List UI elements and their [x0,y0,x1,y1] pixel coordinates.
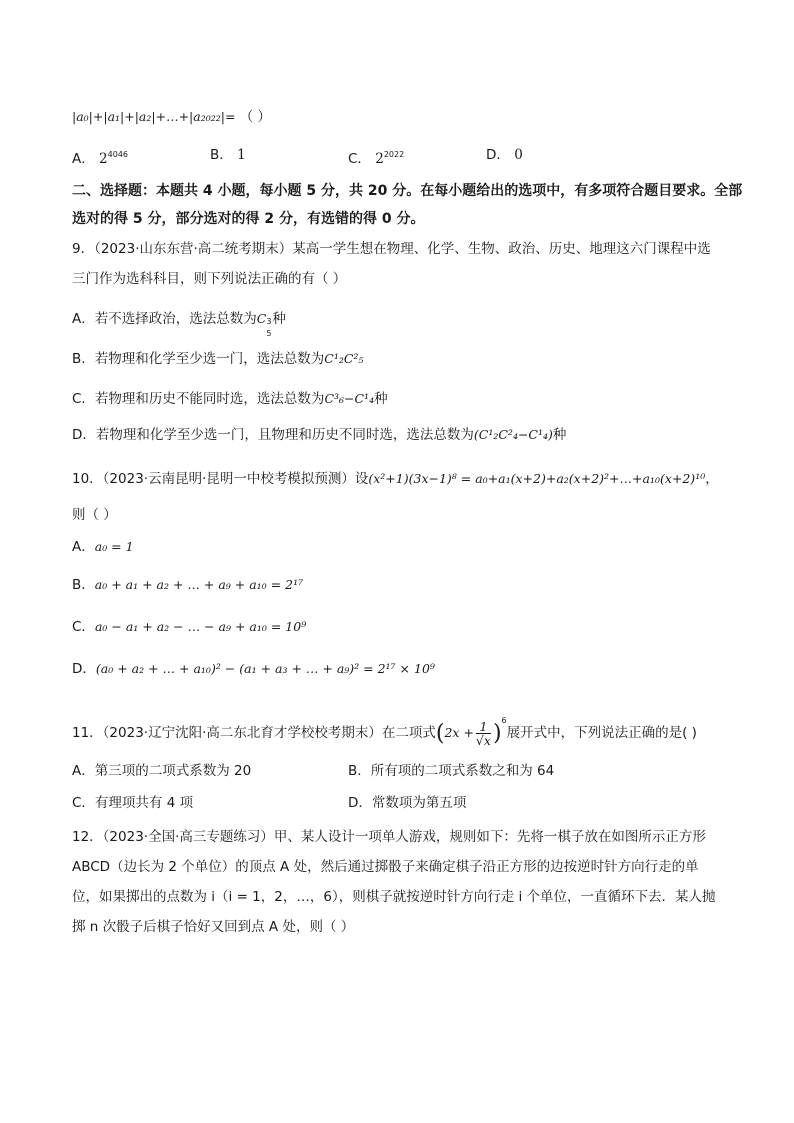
option-label: D． [72,661,96,677]
q10-option-d [72,660,435,678]
q11-option-c: C．有理项共有 4 项 [72,795,194,811]
q10-option-a-math: a₀ = 1 [94,539,134,554]
q10-stem-line1 [72,470,719,488]
q11-stem [72,712,697,747]
q11-exponent: 6 [501,716,507,725]
q11-option-d: D．常数项为第五项 [348,795,467,811]
q12-stem-line2: ABCD（边长为 2 个单位）的顶点 A 处，然后通过掷骰子来确定棋子沿正方形的边按逆时针方向行走的单 [72,859,699,875]
q12-stem-line4: 掷 n 次骰子后棋子恰好又回到点 A 处，则（ ） [72,919,355,935]
q8-option-b [210,146,246,164]
q8-answer-paren: （ ） [239,109,272,125]
option-label: A． [72,539,95,555]
q12-stem-line1: 12．（2023·全国·高三专题练习）甲、某人设计一项单人游戏，规则如下：先将一棋子放在如图所示正方形 [72,829,706,845]
q9-option-a [72,310,286,338]
q10-option-d-math: (a₀ + a₂ + … + a₁₀)² − (a₁ + a₃ + … + a₉)² = 2¹⁷ × 10⁹ [95,661,435,676]
q9-option-c-text: C．若物理和历史不能同时选，选法总数为 [72,391,325,407]
q8-option-a [72,146,128,168]
section2-instructions-line2: 选对的得 5 分，部分选对的得 2 分，有选错的得 0 分。 [72,211,425,227]
q12-stem-line3: 位，如果掷出的点数为 i（i = 1，2，…，6），则棋子就按逆时针方向行走 i 个单位，一直循环下去．某人抛 [72,889,716,905]
q9-option-a-end: 种 [272,311,286,327]
q11-fraction [476,720,491,747]
q9-option-c-math: C³₆−C¹₄ [324,391,375,406]
q10-stem-end: ， [705,471,719,487]
q9-option-b [72,350,363,368]
q9-option-d-math: (C¹₂C²₄−C¹₄) [473,427,553,442]
option-sup: 2022 [383,150,405,159]
q9-option-d [72,426,566,444]
q8-option-c [348,146,404,168]
q9-option-a-sup: 3 [266,317,272,326]
option-label: C． [348,151,371,167]
q10-option-c [72,618,306,636]
option-label: C． [72,619,95,635]
left-paren: ( [435,721,445,746]
option-label: B． [210,147,233,163]
q9-option-d-text: D．若物理和化学至少选一门，且物理和历史不同时选，选法总数为 [72,427,474,443]
q10-option-a [72,538,134,556]
q11-stem-suffix: 展开式中，下列说法正确的是( ) [506,725,697,741]
q8-expression: |a₀|+|a₁|+|a₂|+…+|a₂₀₂₂|= [72,109,236,124]
section2-instructions-line1: 二、选择题：本题共 4 小题，每小题 5 分，共 20 分。在每小题给出的选项中，有多项符合题目要求。全部 [72,183,743,199]
q9-option-a-text: A．若不选择政治，选法总数为 [72,311,257,327]
q9-option-c [72,390,388,408]
q9-stem-line2: 三门作为选科科目，则下列说法正确的有（ ） [72,271,347,287]
q11-option-b: B．所有项的二项式系数之和为 64 [348,763,555,779]
q9-option-c-end: 种 [374,391,388,407]
q8-expression-line [72,108,271,126]
q10-option-c-math: a₀ − a₁ + a₂ − … − a₉ + a₁₀ = 10⁹ [94,619,307,634]
option-label: A． [72,151,95,167]
option-label: D． [486,147,510,163]
q10-stem-line2: 则（ ） [72,507,117,523]
q9-stem-line1: 9．（2023·山东东营·高二统考期末）某高一学生想在物理、化学、生物、政治、历史、地理这六门课程中选 [72,241,711,257]
option-text: 2 [375,151,384,167]
q9-option-a-math: C [256,311,267,326]
q10-stem-text: 10．（2023·云南昆明·昆明一中校考模拟预测）设 [72,471,369,487]
q11-stem-prefix: 11．（2023·辽宁沈阳·高二东北育才学校校考期末）在二项式 [72,725,436,741]
option-label: B． [72,577,95,593]
q11-math-left: 2x + [444,725,474,740]
q10-option-b-math: a₀ + a₁ + a₂ + … + a₉ + a₁₀ = 2¹⁷ [94,577,304,592]
right-paren: ) [492,721,502,746]
option-text: 2 [99,151,108,167]
fraction-numerator: 1 [476,720,491,734]
q9-option-d-end: 种 [552,427,567,443]
q10-stem-math: (x²+1)(3x−1)⁸ = a₀+a₁(x+2)+a₂(x+2)²+…+a₁₀(x+2)¹⁰ [368,471,706,486]
q11-option-a: A．第三项的二项式系数为 20 [72,763,252,779]
option-text: 0 [514,147,523,163]
q10-option-b [72,576,303,594]
q9-option-b-text: B．若物理和化学至少选一门，选法总数为 [72,351,325,367]
option-sup: 4046 [107,150,128,159]
q8-option-d [486,146,523,164]
q9-option-b-math: C¹₂C²₅ [324,351,364,366]
q9-option-a-sub: 5 [266,329,272,338]
option-text: 1 [237,147,246,163]
fraction-denominator: √x [475,732,491,748]
